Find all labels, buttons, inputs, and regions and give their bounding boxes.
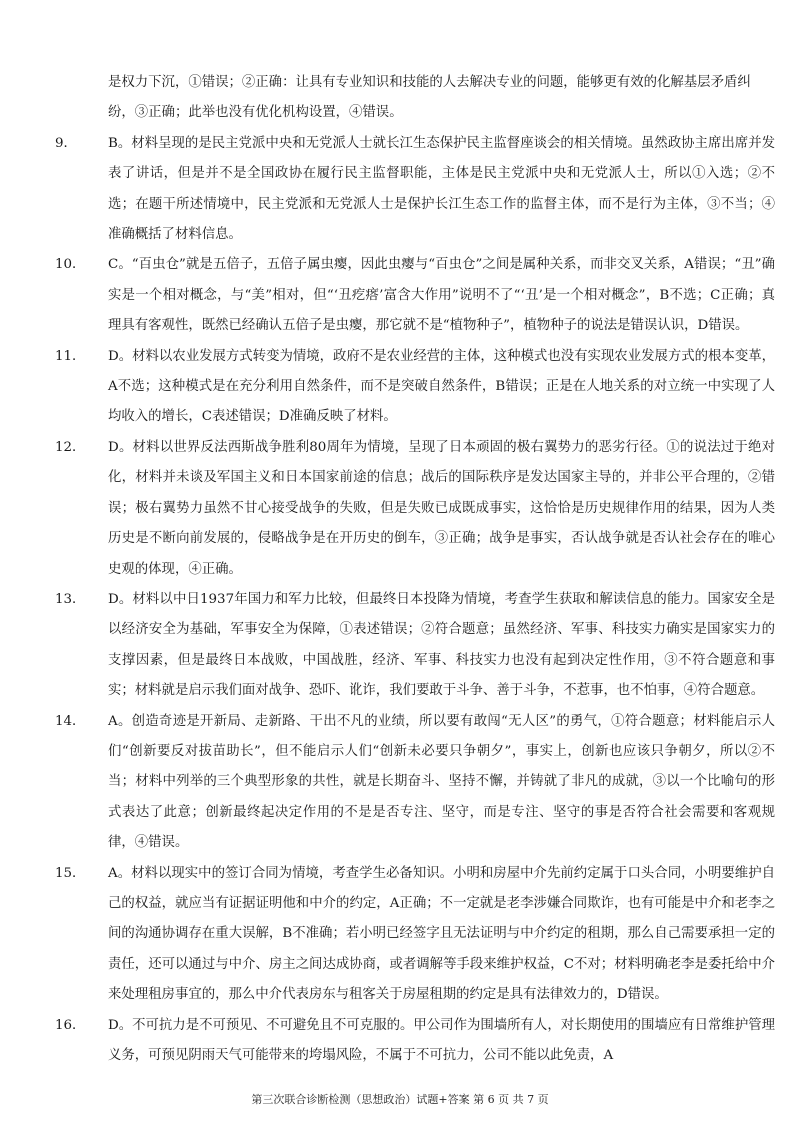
item-text: A。材料以现实中的签订合同为情境，考查学生必备知识。小明和房屋中介先前约定属于口头合同，小明要维护自己的权益，就应当有证据证明他和中介的约定，A正确；不一定就是老李涉嫌合同欺诈，也有可能是中介和老李之间的沟通协调存在重大误解，B不准确；若小明已经签字且无法证明与中介约定的租期，那么自己需要承担一定的责任，还可以通过与中介、房主之间达成协商，或者调解等手段来维护权益，C不对；材料明确老李是委托给中介来处理租房事宜的，那么中介代表房东与租客关于房屋租期的约定是具有法律效力的，D错误。 — [108, 865, 775, 1003]
item-text: A。创造奇迹是开新局、走新路、干出不凡的业绩，所以要有敢闯“无人区”的勇气，①符合题意；材料能启示人们“创新要反对拔苗助长”，但不能启示人们“创新未必要只争朝夕”，事实上，创新也应该只争朝夕，所以②不当；材料中列举的三个典型形象的共性，就是长期奋斗、坚持不懈，并铸就了非凡的成就，③以一个比喻句的形式表达了此意；创新最终起决定作用的不是是否专注、坚守，而是专注、坚守的事是否符合社会需要和客观规律，④错误。 — [108, 713, 775, 851]
item-text: D。材料以世界反法西斯战争胜利80周年为情境，呈现了日本顽固的极右翼势力的恶劣行径。①的说法过于绝对化，材料并未谈及军国主义和日本国家前途的信息；战后的国际秩序是发达国家主导的，并非公平合理的，②错误；极右翼势力虽然不甘心接受战争的失败，但是失败已成既成事实，这恰恰是历史规律作用的结果，因为人类历史是不断向前发展的，侵略战争是在开历史的倒车，③正确；战争是事实，否认战争就是否认社会存在的唯心史观的体现，④正确。 — [108, 439, 775, 577]
item-number: 15． — [55, 865, 86, 881]
continued-paragraph: 是权力下沉，①错误；②正确：让具有专业知识和技能的人去解决专业的问题，能够更有效的化解基层矛盾纠纷，③正确；此举也没有优化机构设置，④错误。 — [108, 75, 751, 121]
item-text: D。不可抗力是不可预见、不可避免且不可克服的。甲公司作为围墙所有人，对长期使用的围墙应有日常维护管理义务，可预见阴雨天气可能带来的垮塌风险，不属于不可抗力，公司不能以此免责，A — [108, 1017, 775, 1063]
item-number: 11． — [55, 348, 86, 364]
answer-item-11 — [55, 342, 775, 433]
item-text: B。材料呈现的是民主党派中央和无党派人士就长江生态保护民主监督座谈会的相关情境。虽然政协主席出席并发表了讲话，但是并不是全国政协在履行民主监督职能，主体是民主党派中央和无党派人士，所以①入选；②不选；在题干所述情境中，民主党派和无党派人士是保护长江生态工作的监督主体，而不是行为主体，③不当；④准确概括了材料信息。 — [108, 135, 775, 243]
answer-item-9 — [55, 129, 775, 251]
answer-item-12 — [55, 433, 775, 585]
item-number: 12． — [55, 439, 86, 455]
item-text: D。材料以中日1937年国力和军力比较，但最终日本投降为情境，考查学生获取和解读信息的能力。国家安全是以经济安全为基础，军事安全为保障，①表述错误；②符合题意；虽然经济、军事、科技实力确实是国家实力的支撑因素，但是最终日本战败，中国战胜，经济、军事、科技实力也没有起到决定性作用，③不符合题意和事实；材料就是启示我们面对战争、恐吓、讹诈，我们要敢于斗争、善于斗争，不惹事，也不怕事，④符合题意。 — [108, 591, 775, 699]
answer-explanations — [55, 68, 775, 1071]
answer-item-16 — [55, 1011, 775, 1072]
item-number: 13． — [55, 591, 86, 607]
answer-item-14 — [55, 707, 775, 859]
item-number: 14． — [55, 713, 86, 729]
item-number: 16． — [55, 1017, 86, 1033]
item-number: 9． — [55, 135, 77, 151]
answer-item-13 — [55, 585, 775, 707]
page-footer: 第三次联合诊断检测（思想政治）试题+答案 第 6 页 共 7 页 — [251, 1093, 549, 1106]
item-number: 10． — [55, 257, 86, 273]
answer-item-10 — [55, 250, 775, 341]
item-text: C。“百虫仓”就是五倍子，五倍子属虫瘿，因此虫瘿与“百虫仓”之间是属种关系，而非交叉关系，A错误；“丑”确实是一个相对概念，与“美”相对，但“‘丑疙瘩’富含大作用”说明不了“‘丑’是一个相对概念”，B不选；C正确；真理具有客观性，既然已经确认五倍子是虫瘿，那它就不是“植物种子”，植物种子的说法是错误认识，D错误。 — [108, 257, 775, 334]
item-text: D。材料以农业发展方式转变为情境，政府不是农业经营的主体，这种模式也没有实现农业发展方式的根本变革，A不选；这种模式是在充分利用自然条件，而不是突破自然条件，B错误；正是在人地关系的对立统一中实现了人均收入的增长，C表述错误；D准确反映了材料。 — [108, 348, 775, 425]
answer-item-15 — [55, 859, 775, 1011]
